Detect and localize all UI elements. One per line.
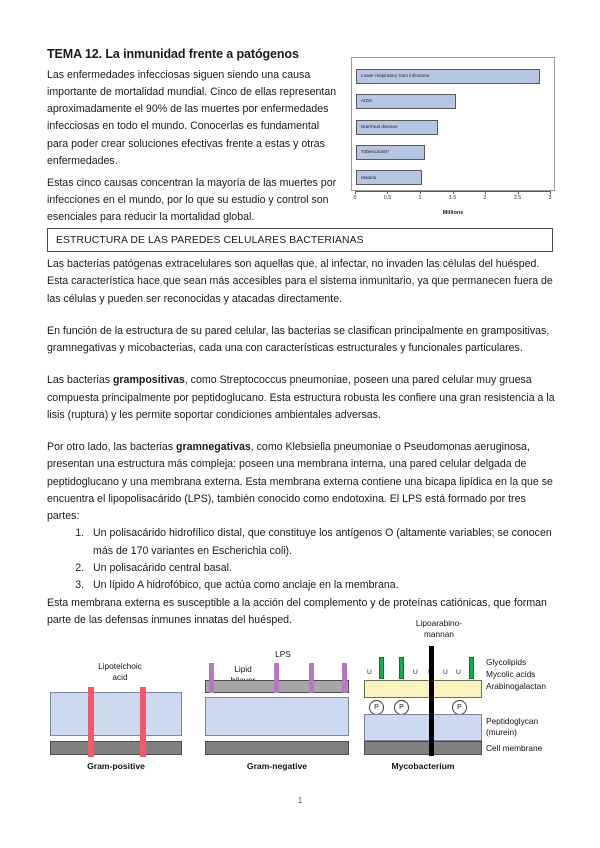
- arabinogalactan-layer: [364, 680, 482, 698]
- lps-rod-4: [342, 663, 347, 693]
- glycolipid-rod-3: [469, 657, 474, 679]
- chart-x-tick-label: 1: [418, 195, 422, 201]
- chart-frame: [351, 57, 555, 191]
- intro-paragraph-2: Estas cinco causas concentran la mayoría de las muertes por infecciones en el mundo, por lo que su estudio y control son esenciales para reducir la mortalidad global.: [47, 176, 337, 224]
- p3-post: , como Streptococcus pneumoniae, poseen una pared celular muy gruesa compuesta principalmente por peptidoglucano. Esta estructura robusta les confiere una gran resistencia a la lisis (ruptura) y les permite soportar condiciones ambientales adversas.: [47, 374, 555, 421]
- chart-bar-label: Lower respiratory tract infections: [361, 73, 430, 79]
- lps-list-item: 2. Un polisacárido central basal.: [87, 560, 555, 577]
- phosphate-circle-2: P: [394, 700, 409, 715]
- arabinogalactan-label: Arabinogalactan: [486, 681, 546, 691]
- p4-bold: gramnegativas: [175, 441, 251, 454]
- figure-panel-mycobacterium: [364, 617, 558, 789]
- lps-parts-list: [47, 525, 555, 594]
- lps-rod-2: [274, 663, 279, 693]
- mycolic-acids-label: Mycolic acids: [486, 669, 536, 679]
- glycolipids-label: Glycolipids: [486, 657, 527, 667]
- chart-bar-label: Malaria: [361, 174, 377, 180]
- section-header-label: ESTRUCTURA DE LAS PAREDES CELULARES BACTERIANAS: [56, 234, 364, 246]
- chart-bar-label: Diarrheal disease: [361, 123, 398, 129]
- lipoteichoic-acid-rod-2: [140, 687, 146, 757]
- lipid-bilayer-label: Lipid: [234, 664, 252, 674]
- caption-gram-negative: Gram-negative: [246, 761, 308, 771]
- lipoarabinomannan-label: Lipoarabino- mannan: [415, 618, 463, 639]
- paragraph-grampositive: [47, 372, 555, 424]
- lps-rod-1: [209, 663, 214, 693]
- intro-paragraph-1: Las enfermedades infecciosas siguen siendo una causa importante de mortalidad mundial. Cinco de ellas representan aproximadamente el 90% de las muertes por enfermedades infecciosas en todo el mundo. Conocerlas es fundamental para poder crear soluciones efectivas frente a estas y otras enfermedades.: [47, 68, 337, 167]
- lps-list-item: 1. Un polisacárido hidrofílico distal, que constituye los antígenos O (altamente variables; se conocen más de 170 variantes en Escherichia coli).: [87, 525, 555, 560]
- cell-membrane-gn: [205, 741, 349, 755]
- chart-bar-row: [356, 170, 422, 185]
- chart-bar: [356, 94, 456, 109]
- peptidoglycan-layer-myco: [364, 714, 482, 741]
- caption-mycobacterium: Mycobacterium: [391, 761, 455, 771]
- mycolic-acid-u-1: U: [367, 669, 372, 676]
- figure-panel-gram-positive: [42, 617, 192, 789]
- chart-x-tick: [550, 191, 551, 194]
- infectious-deaths-bar-chart: [351, 57, 555, 217]
- chart-bar: [356, 145, 425, 160]
- lps-rod-3: [309, 663, 314, 693]
- chart-x-axis-title: Millions: [442, 210, 464, 216]
- peptidoglycan-label: Peptidoglycan (murein): [486, 716, 539, 737]
- chart-bar-row: [356, 94, 456, 109]
- chart-x-tick: [355, 191, 356, 194]
- figure-panel-gram-negative: [197, 617, 357, 789]
- intro-block: [47, 46, 342, 226]
- chart-bar: [356, 170, 422, 185]
- mycolic-acid-u-4: U: [443, 669, 448, 676]
- peptidoglycan-layer-gp: [50, 692, 182, 736]
- page-number: 1: [297, 796, 303, 805]
- glycolipid-rod-2: [399, 657, 404, 679]
- page-title: TEMA 12. La inmunidad frente a patógenos: [47, 47, 299, 61]
- lipoteichoic-acid-label: Lipoteichoic acid: [98, 661, 142, 682]
- mycolic-acid-u-2: U: [413, 669, 418, 676]
- chart-x-tick-label: 3: [548, 195, 552, 201]
- chart-bar-label: Tuberculosis*: [361, 149, 390, 155]
- body-text: [47, 256, 555, 629]
- chart-x-tick-label: 0.5: [383, 195, 392, 201]
- chart-x-tick: [485, 191, 486, 194]
- chart-x-tick: [453, 191, 454, 194]
- p4-pre: Por otro lado, las bacterias: [47, 441, 176, 454]
- phosphate-circle-3: P: [452, 700, 467, 715]
- lipoarabinomannan-rod: [429, 646, 434, 756]
- chart-x-tick-label: 2: [483, 195, 487, 201]
- caption-gram-positive: Gram-positive: [87, 761, 145, 771]
- glycolipid-rod-1: [379, 657, 384, 679]
- chart-bar-row: [356, 69, 540, 84]
- p3-pre: Las bacterias: [47, 374, 113, 387]
- chart-x-tick: [387, 191, 388, 194]
- lipoteichoic-acid-rod-1: [88, 687, 94, 757]
- paragraph-gramnegative: [47, 439, 555, 525]
- peptidoglycan-layer-gn: [205, 697, 349, 736]
- chart-plot-area: [356, 63, 549, 190]
- lps-list-item: 3. Un lípido A hidrofóbico, que actúa como anclaje en la membrana.: [87, 577, 555, 594]
- cell-membrane-myco: [364, 741, 482, 755]
- chart-x-tick: [420, 191, 421, 194]
- mycolic-acid-u-5: U: [456, 669, 461, 676]
- p3-bold: grampositivas: [112, 374, 185, 387]
- section-header-box: [47, 228, 553, 252]
- paragraph-classification: En función de la estructura de su pared celular, las bacterias se clasifican principalmente en grampositivas, gramnegativas y micobacterias, cada una con características estructurales y funcionales particulares.: [47, 324, 550, 355]
- lps-label: LPS: [275, 649, 291, 659]
- chart-bar-row: [356, 145, 425, 160]
- cell-wall-structures-figure: [42, 617, 558, 789]
- cell-membrane-gp: [50, 741, 182, 755]
- cell-membrane-label: Cell membrane: [486, 743, 543, 753]
- chart-x-tick-label: 0: [353, 195, 357, 201]
- paragraph-extracellular: Las bacterias patógenas extracelulares son aquellas que, al infectar, no invaden las células del huésped. Esta característica hace que sean más accesibles para el sistema inmunitario, ya que permanecen fuera de las células y pueden ser reconocidas y atacadas directamente.: [47, 258, 553, 305]
- p4-post: , como Klebsiella pneumoniae o Pseudomonas aeruginosa, presentan una estructura más compleja: poseen una membrana interna, una pared celular delgada de peptidoglucano y una membrana externa. Esta membrana externa contiene una bicapa lipídica en la que se encuentra el lipopolisacárido (LPS), también conocido como endotoxina. El LPS está formado por tres partes:: [47, 441, 553, 523]
- chart-x-tick: [518, 191, 519, 194]
- chart-bar: [356, 69, 540, 84]
- phosphate-circle-1: P: [369, 700, 384, 715]
- paragraph-outer-membrane: Esta membrana externa es susceptible a la acción del complemento y de proteínas catiónicas, que forman parte de las defensas inmunes innatas del huésped.: [47, 596, 547, 626]
- chart-bar-label: AIDS: [361, 98, 372, 104]
- chart-x-tick-label: 1.5: [448, 195, 457, 201]
- chart-bar: [356, 120, 438, 135]
- chart-bar-row: [356, 120, 438, 135]
- chart-x-tick-label: 2.5: [513, 195, 522, 201]
